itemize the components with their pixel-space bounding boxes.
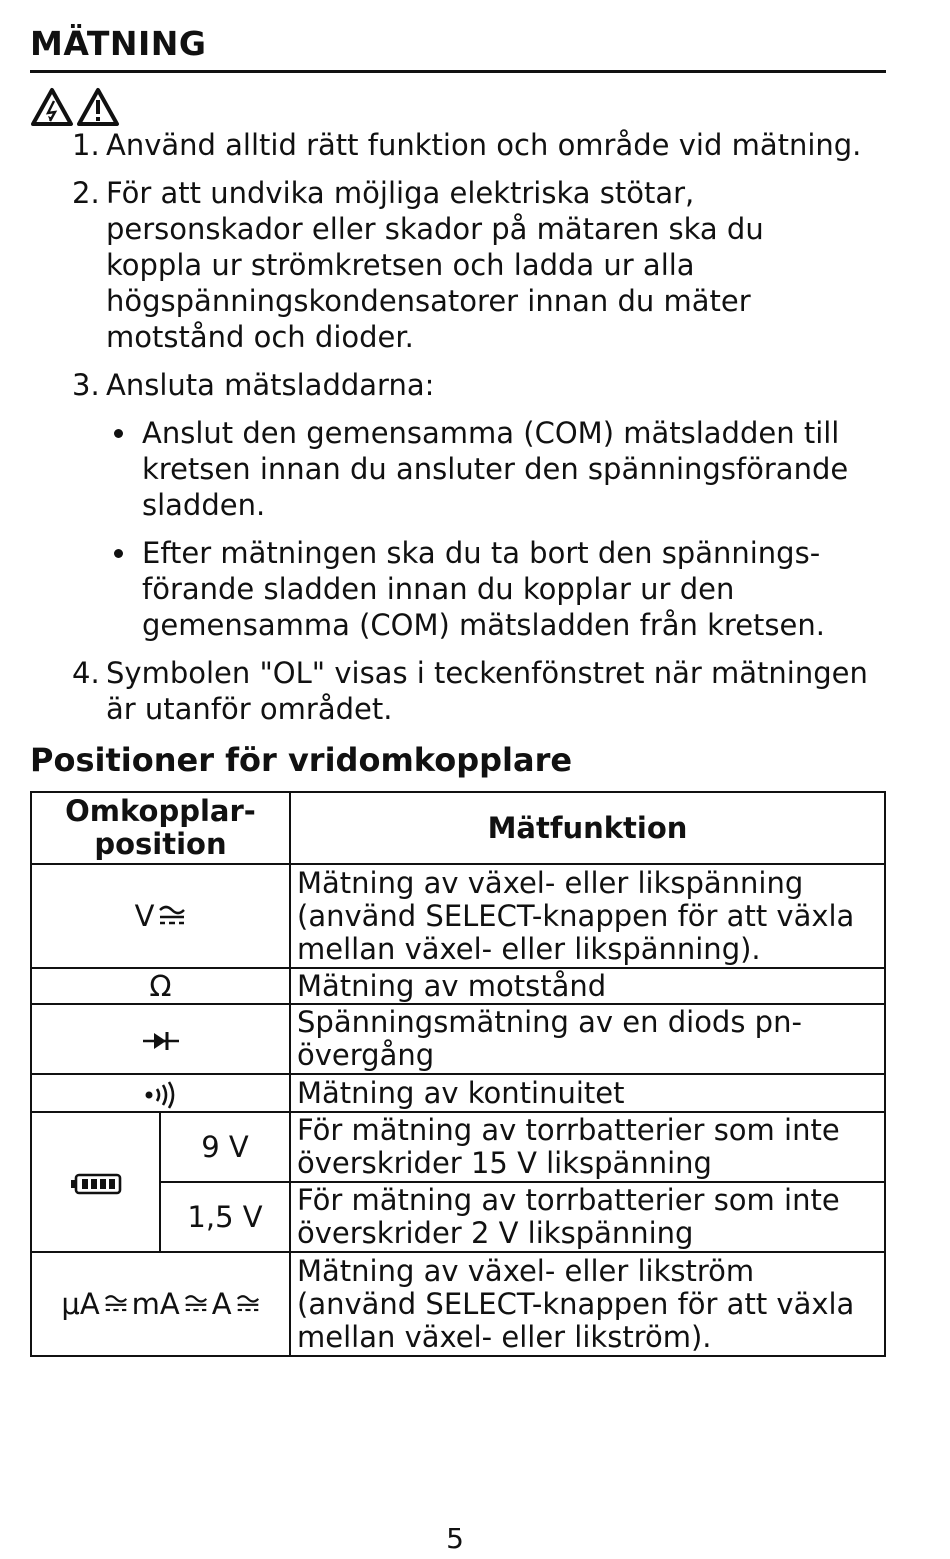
caution-warning-icon [76,87,120,127]
step-text: Använd alltid rätt funktion och område vid mätning. [106,128,862,162]
step-number: 1. [72,128,100,162]
function-cell: Mätning av växel- eller likspänning (använd SELECT-knappen för att växla mellan växel- eller likspänning). [290,864,885,968]
table-row [31,1004,885,1074]
position-cell [31,1112,160,1252]
table-row [31,1182,885,1252]
function-cell: Mätning av kontinuitet [290,1074,885,1112]
current-unit-milliamp: mA [131,1286,180,1321]
function-cell: Mätning av växel- eller likström (använd SELECT-knappen för att växla mellan växel- eller likström). [290,1252,885,1356]
page-content [30,22,886,1357]
function-cell: Spänningsmätning av en diods pn-övergång [290,1004,885,1074]
warning-icons [30,87,886,127]
table-row [31,1112,885,1182]
position-cell [31,1074,290,1112]
page-heading: MÄTNING [30,22,886,73]
ac-dc-icon [104,1293,128,1315]
position-cell [31,1004,290,1074]
bullet-text: Anslut den gemensamma (COM) mätsladden till kretsen innan du ansluter den spänningsförande sladden. [142,416,849,522]
bullet-item [106,415,886,523]
current-unit-microamp: μA [61,1286,100,1321]
bullet-list [106,415,886,643]
table-header-row [31,792,885,864]
step-text: Symbolen "OL" visas i teckenfönstret när mätningen är utanför området. [106,656,868,726]
measurement-steps [30,127,886,727]
function-cell: För mätning av torrbatterier som inte överskrider 15 V likspänning [290,1112,885,1182]
step-2 [30,175,886,355]
diode-icon [141,1029,181,1053]
ac-dc-icon [184,1293,208,1315]
switch-position-table [30,791,886,1357]
step-number: 2. [72,176,100,210]
battery-voltage-label: 1,5 V [160,1182,290,1252]
battery-voltage-label: 9 V [160,1112,290,1182]
position-cell [31,864,290,968]
electric-hazard-warning-icon [30,87,74,127]
resistance-symbol: Ω [31,968,290,1004]
step-text: För att undvika möjliga elektriska stötar, personskador eller skador på mätaren ska du koppla ur strömkretsen och ladda ur alla högspänningskondensatorer innan du mäter motstånd och dioder. [106,176,764,354]
ac-dc-icon [236,1293,260,1315]
ac-dc-icon [158,904,186,928]
step-number: 4. [72,656,100,690]
voltage-symbol: V [134,898,155,933]
page-number: 5 [446,1522,464,1555]
step-3 [30,367,886,643]
step-4 [30,655,886,727]
current-unit-amp: A [211,1286,232,1321]
table-row [31,864,885,968]
position-cell [31,1252,290,1356]
step-text: Ansluta mätsladdarna: [106,368,435,402]
section-title: Positioner för vridomkopplare [30,741,573,779]
header-function: Mätfunktion [290,792,885,864]
function-cell: Mätning av motstånd [290,968,885,1004]
bullet-dot [114,429,123,438]
table-row [31,1074,885,1112]
continuity-beeper-icon [141,1080,181,1110]
table-row [31,1252,885,1356]
step-1 [30,127,886,163]
bullet-item [106,535,886,643]
bullet-text: Efter mätningen ska du ta bort den spännings-förande sladden innan du kopplar ur den gemensamma (COM) mätsladden från kretsen. [142,536,825,642]
bullet-dot [114,549,123,558]
battery-icon [70,1172,122,1196]
step-number: 3. [72,368,100,402]
header-switch-position: Omkopplar-position [31,792,290,864]
table-row [31,968,885,1004]
function-cell: För mätning av torrbatterier som inte överskrider 2 V likspänning [290,1182,885,1252]
